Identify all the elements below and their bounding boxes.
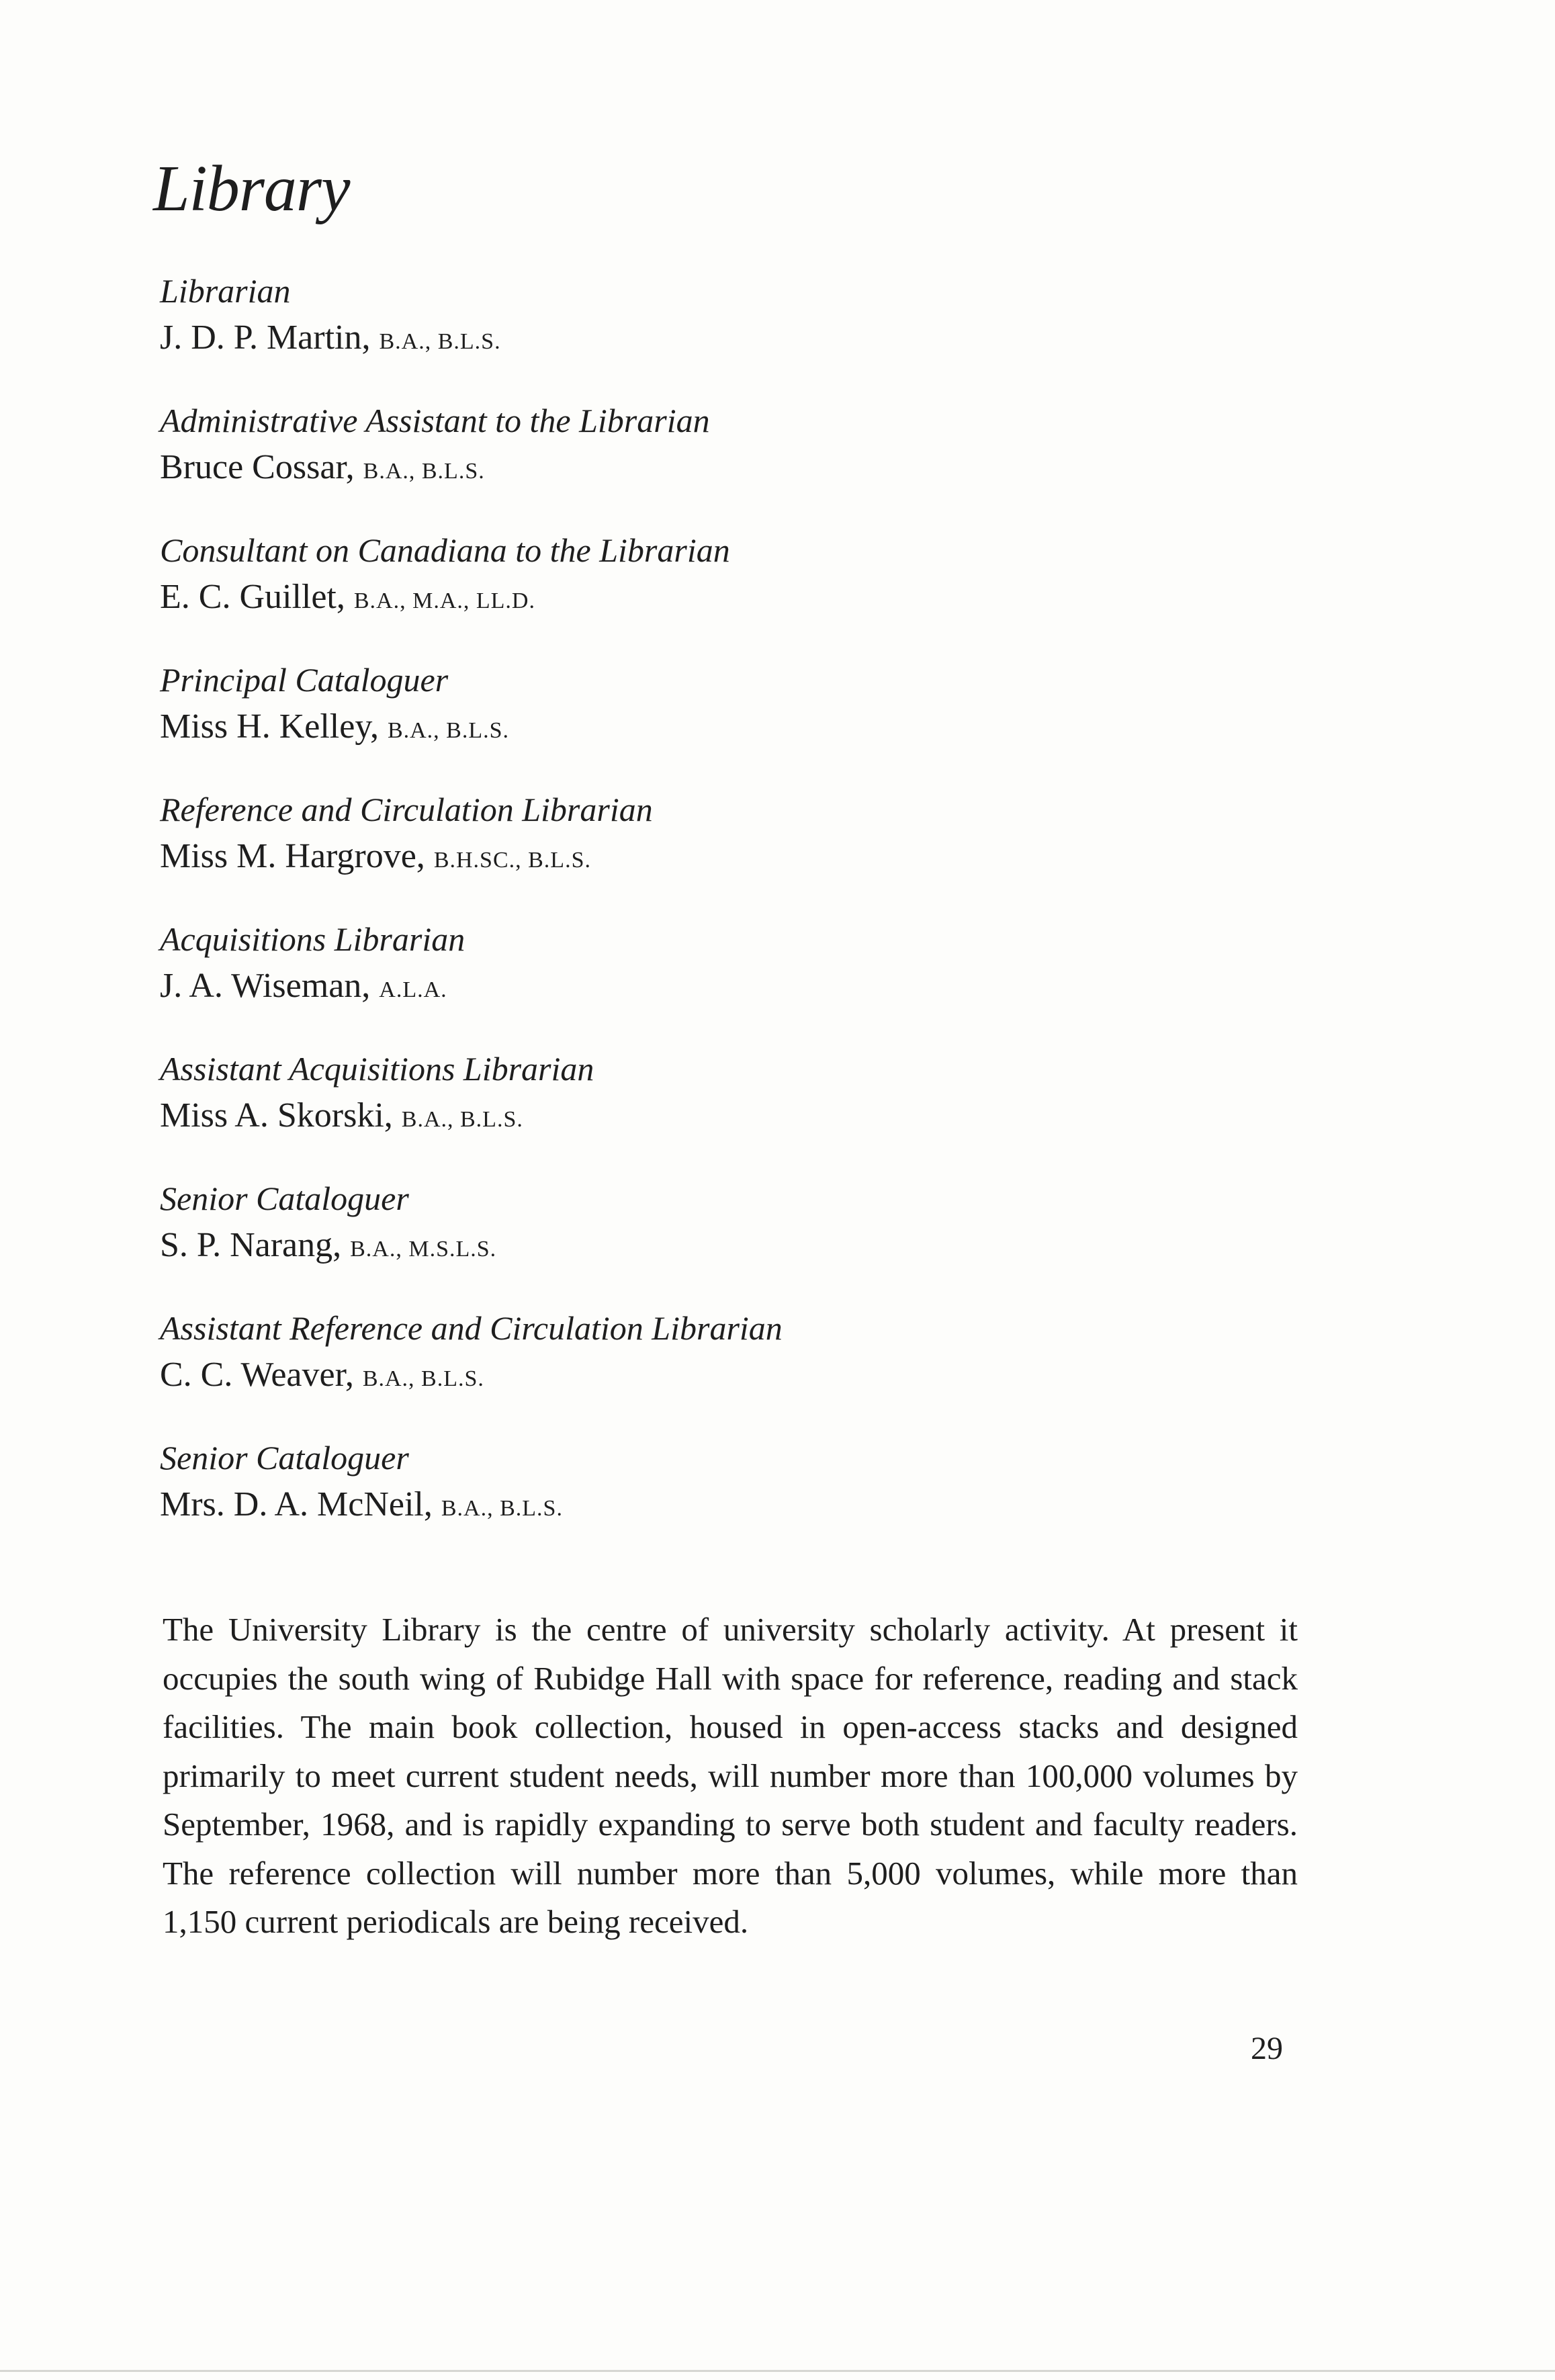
staff-entry	[160, 1434, 1167, 1564]
page-heading: Library	[153, 152, 350, 225]
staff-role: Reference and Circulation Librarian	[160, 791, 653, 828]
staff-person	[160, 703, 1167, 754]
staff-degrees: B.A., B.L.S.	[387, 718, 510, 743]
staff-entry	[160, 267, 1167, 397]
staff-person	[160, 314, 1167, 365]
staff-role: Librarian	[160, 272, 291, 310]
staff-name: J. D. P. Martin,	[160, 318, 371, 357]
library-description-paragraph: The University Library is the centre of university scholarly activity. At present it occupies the south wing of Rubidge Hall with space for reference, reading and stack facilities. The main book collection, housed in open-access stacks and designed primarily to meet current student needs, will number more than 100,000 volumes by September, 1968, and is rapidly expanding to serve both student and faculty readers. The reference collection will number more than 5,000 volumes, while more than 1,150 current periodicals are being received.	[163, 1611, 1298, 1940]
staff-list	[160, 267, 1167, 1564]
page-number: 29	[1251, 2031, 1283, 2066]
staff-degrees: B.H.SC., B.L.S.	[433, 848, 591, 873]
staff-name: E. C. Guillet,	[160, 578, 345, 616]
staff-name: Miss A. Skorski,	[160, 1096, 393, 1135]
staff-entry	[160, 397, 1167, 527]
staff-name: Bruce Cossar,	[160, 448, 355, 486]
staff-degrees: B.A., M.A., LL.D.	[353, 588, 535, 613]
staff-degrees: B.A., B.L.S.	[401, 1107, 523, 1132]
staff-entry	[160, 527, 1167, 656]
staff-role: Principal Cataloguer	[160, 661, 449, 699]
staff-name: Miss H. Kelley,	[160, 707, 379, 746]
staff-entry	[160, 1305, 1167, 1434]
staff-name: Mrs. D. A. McNeil,	[160, 1485, 433, 1524]
staff-role: Senior Cataloguer	[160, 1439, 409, 1477]
staff-person	[160, 963, 1167, 1014]
staff-entry	[160, 916, 1167, 1045]
staff-role: Consultant on Canadiana to the Librarian	[160, 531, 730, 569]
staff-person	[160, 1481, 1167, 1532]
staff-person	[160, 1092, 1167, 1143]
staff-person	[160, 1222, 1167, 1273]
staff-degrees: B.A., M.S.L.S.	[350, 1237, 497, 1262]
staff-degrees: B.A., B.L.S.	[379, 329, 501, 354]
staff-entry	[160, 1175, 1167, 1305]
staff-degrees: B.A., B.L.S.	[362, 1366, 484, 1391]
staff-person	[160, 833, 1167, 884]
staff-role: Administrative Assistant to the Librarian	[160, 402, 710, 439]
staff-degrees: B.A., B.L.S.	[441, 1496, 563, 1521]
staff-name: Miss M. Hargrove,	[160, 837, 425, 875]
staff-entry	[160, 1045, 1167, 1175]
staff-entry	[160, 656, 1167, 786]
staff-degrees: B.A., B.L.S.	[363, 459, 485, 484]
staff-role: Senior Cataloguer	[160, 1180, 409, 1217]
staff-name: S. P. Narang,	[160, 1226, 342, 1264]
staff-name: C. C. Weaver,	[160, 1356, 354, 1394]
staff-entry	[160, 786, 1167, 916]
staff-name: J. A. Wiseman,	[160, 967, 371, 1005]
staff-degrees: A.L.A.	[379, 977, 447, 1002]
page-edge-divider	[0, 2370, 1555, 2372]
staff-role: Assistant Acquisitions Librarian	[160, 1050, 594, 1088]
staff-person	[160, 444, 1167, 495]
staff-role: Acquisitions Librarian	[160, 920, 465, 958]
staff-person	[160, 1352, 1167, 1403]
staff-role: Assistant Reference and Circulation Librarian	[160, 1309, 783, 1347]
staff-person	[160, 574, 1167, 625]
